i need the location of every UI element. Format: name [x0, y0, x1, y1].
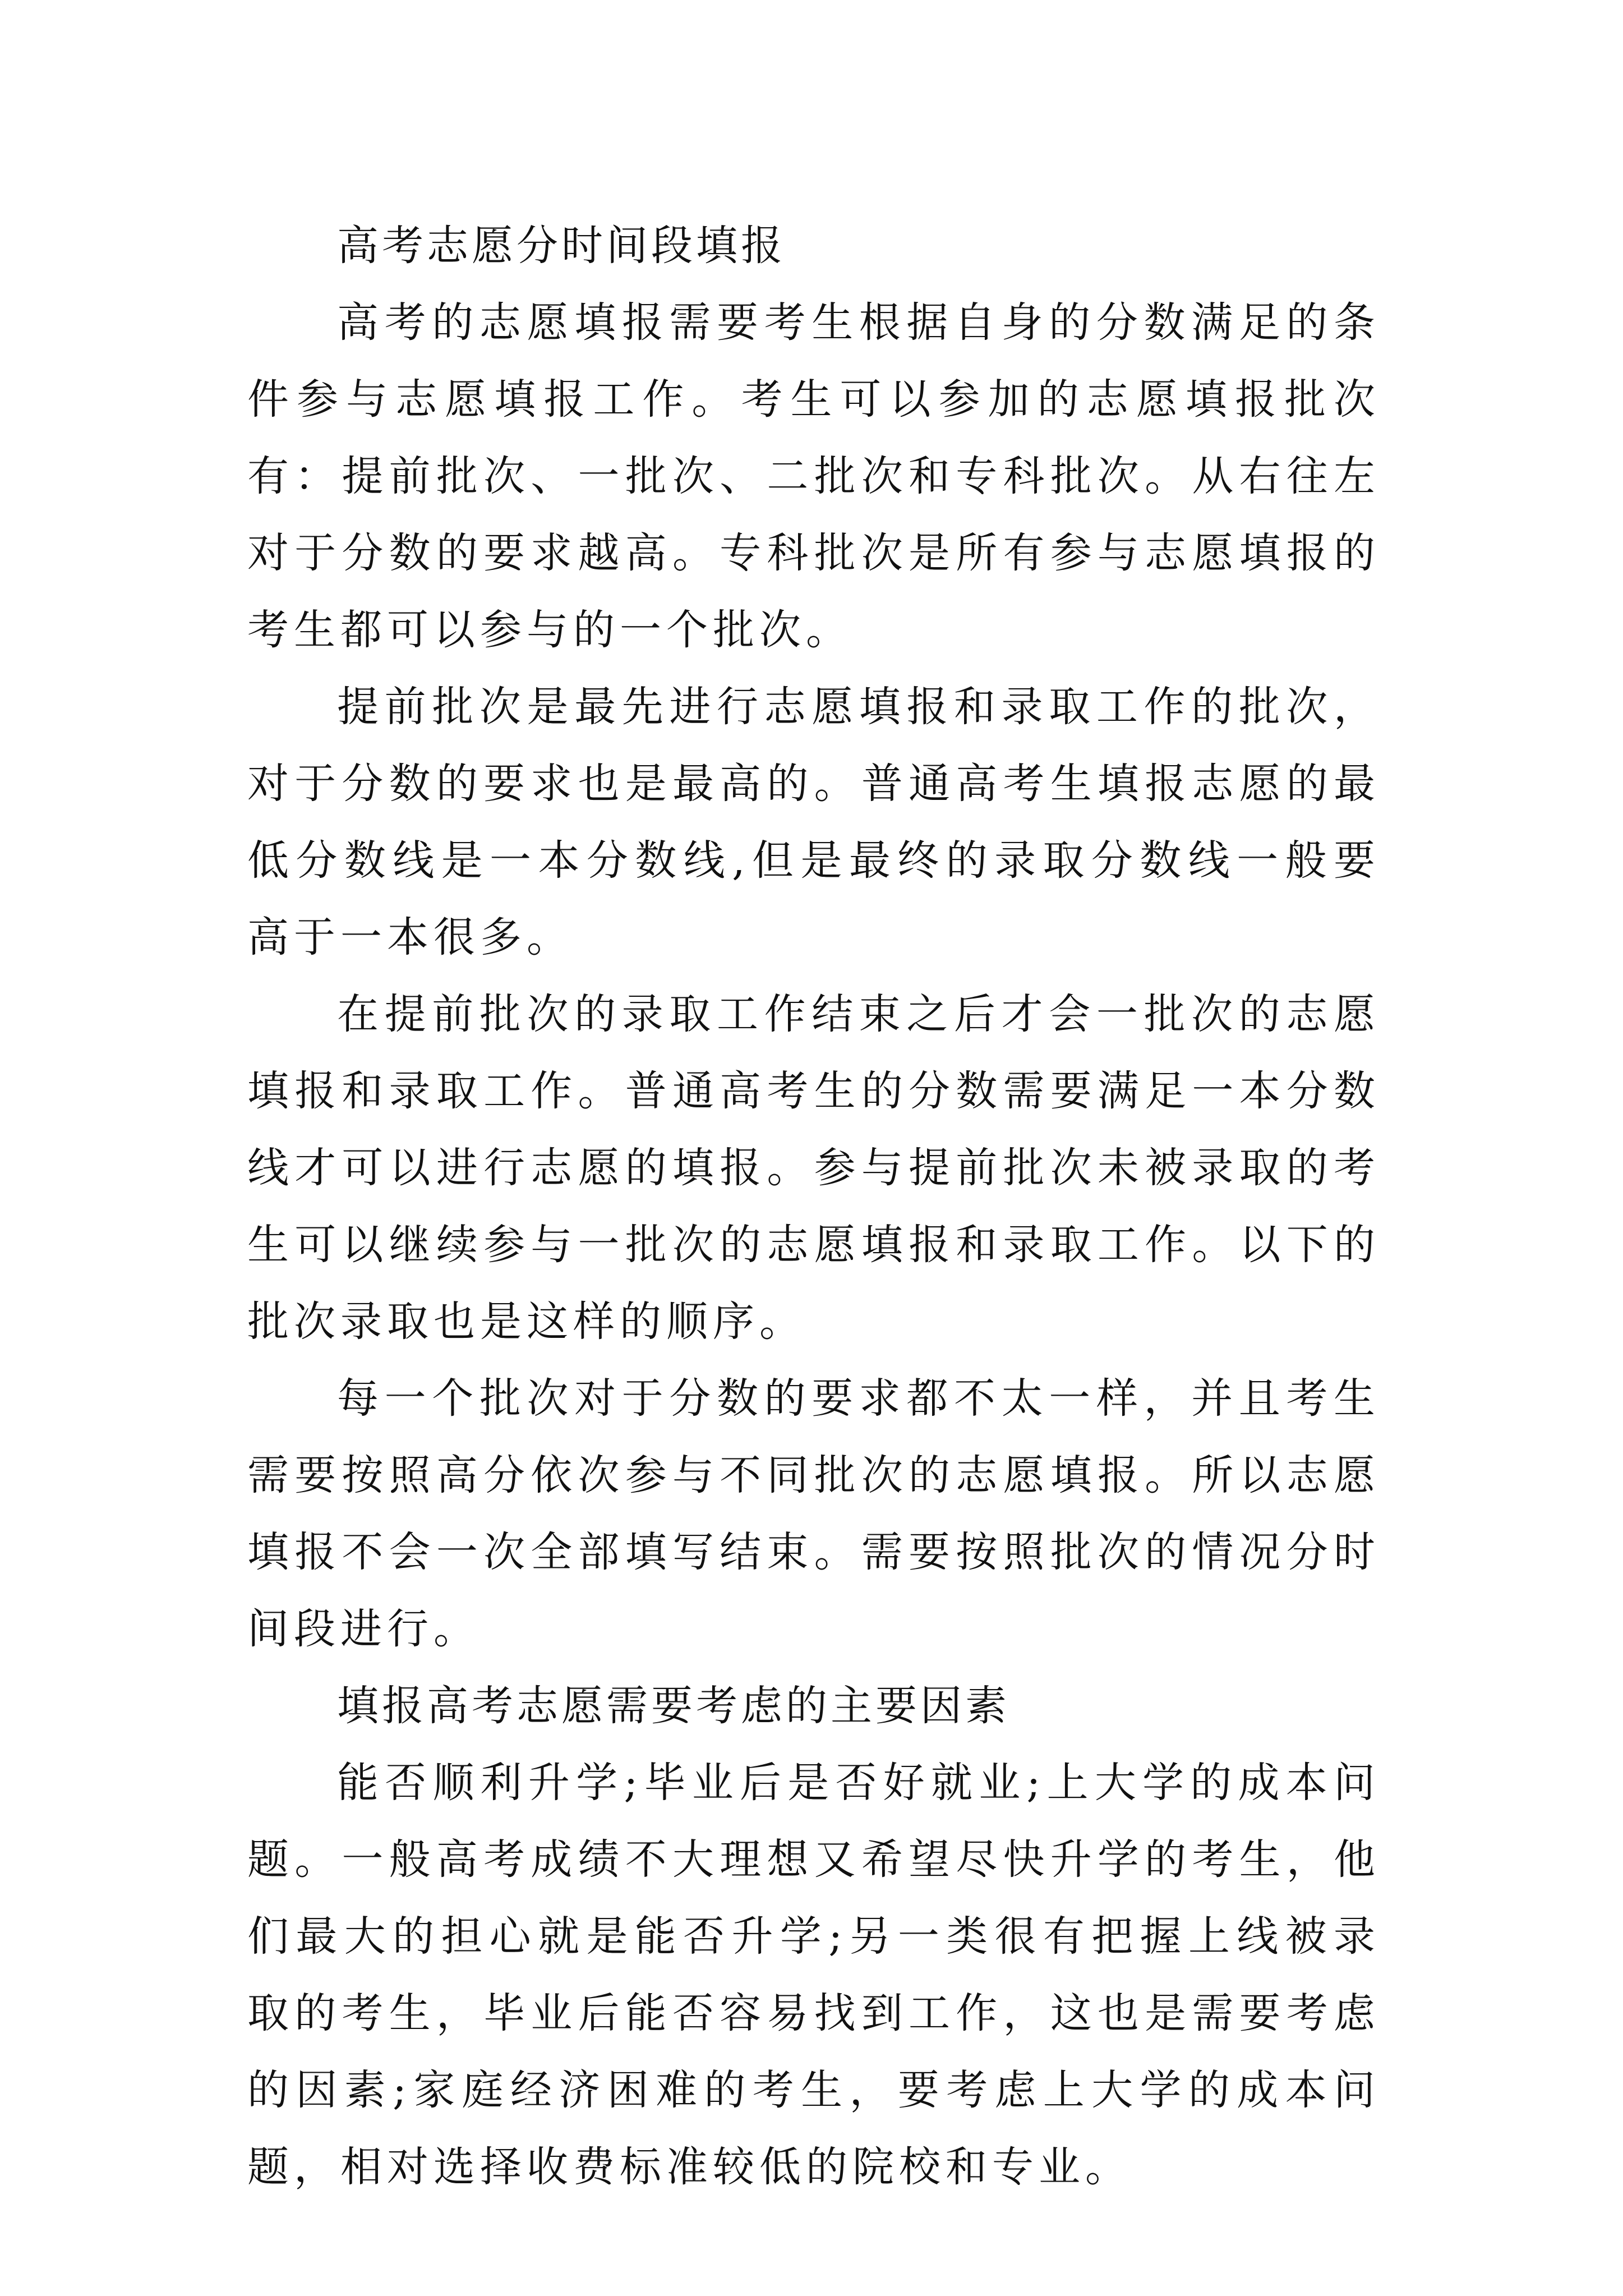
section-heading-main-factors: 填报高考志愿需要考虑的主要因素 — [337, 1682, 1010, 1730]
paragraph: 每一个批次对于分数的要求都不太一样，并且考生需要按照高分依次参与不同批次的志愿填报。所以志愿填报不会一次全部填写结束。需要按照批次的情况分时间段进行。 — [247, 1374, 1380, 1653]
paragraph: 在提前批次的录取工作结束之后才会一批次的志愿填报和录取工作。普通高考生的分数需要满足一本分数线才可以进行志愿的填报。参与提前批次未被录取的考生可以继续参与一批次的志愿填报和录取工作。以下的批次录取也是这样的顺序。 — [247, 990, 1380, 1346]
paragraph: 提前批次是最先进行志愿填报和录取工作的批次，对于分数的要求也是最高的。普通高考生填报志愿的最低分数线是一本分数线,但是最终的录取分数线一般要高于一本很多。 — [247, 683, 1380, 961]
document-body — [247, 208, 1380, 2206]
section-heading-batch-timing: 高考志愿分时间段填报 — [337, 222, 786, 270]
paragraph: 高考的志愿填报需要考生根据自身的分数满足的条件参与志愿填报工作。考生可以参加的志愿填报批次有：提前批次、一批次、二批次和专科批次。从右往左对于分数的要求越高。专科批次是所有参与志愿填报的考生都可以参与的一个批次。 — [247, 298, 1380, 654]
paragraph: 能否顺利升学;毕业后是否好就业;上大学的成本问题。一般高考成绩不大理想又希望尽快升学的考生，他们最大的担心就是能否升学;另一类很有把握上线被录取的考生，毕业后能否容易找到工作，这也是需要考虑的因素;家庭经济困难的考生，要考虑上大学的成本问题，相对选择收费标准较低的院校和专业。 — [247, 1759, 1380, 2191]
